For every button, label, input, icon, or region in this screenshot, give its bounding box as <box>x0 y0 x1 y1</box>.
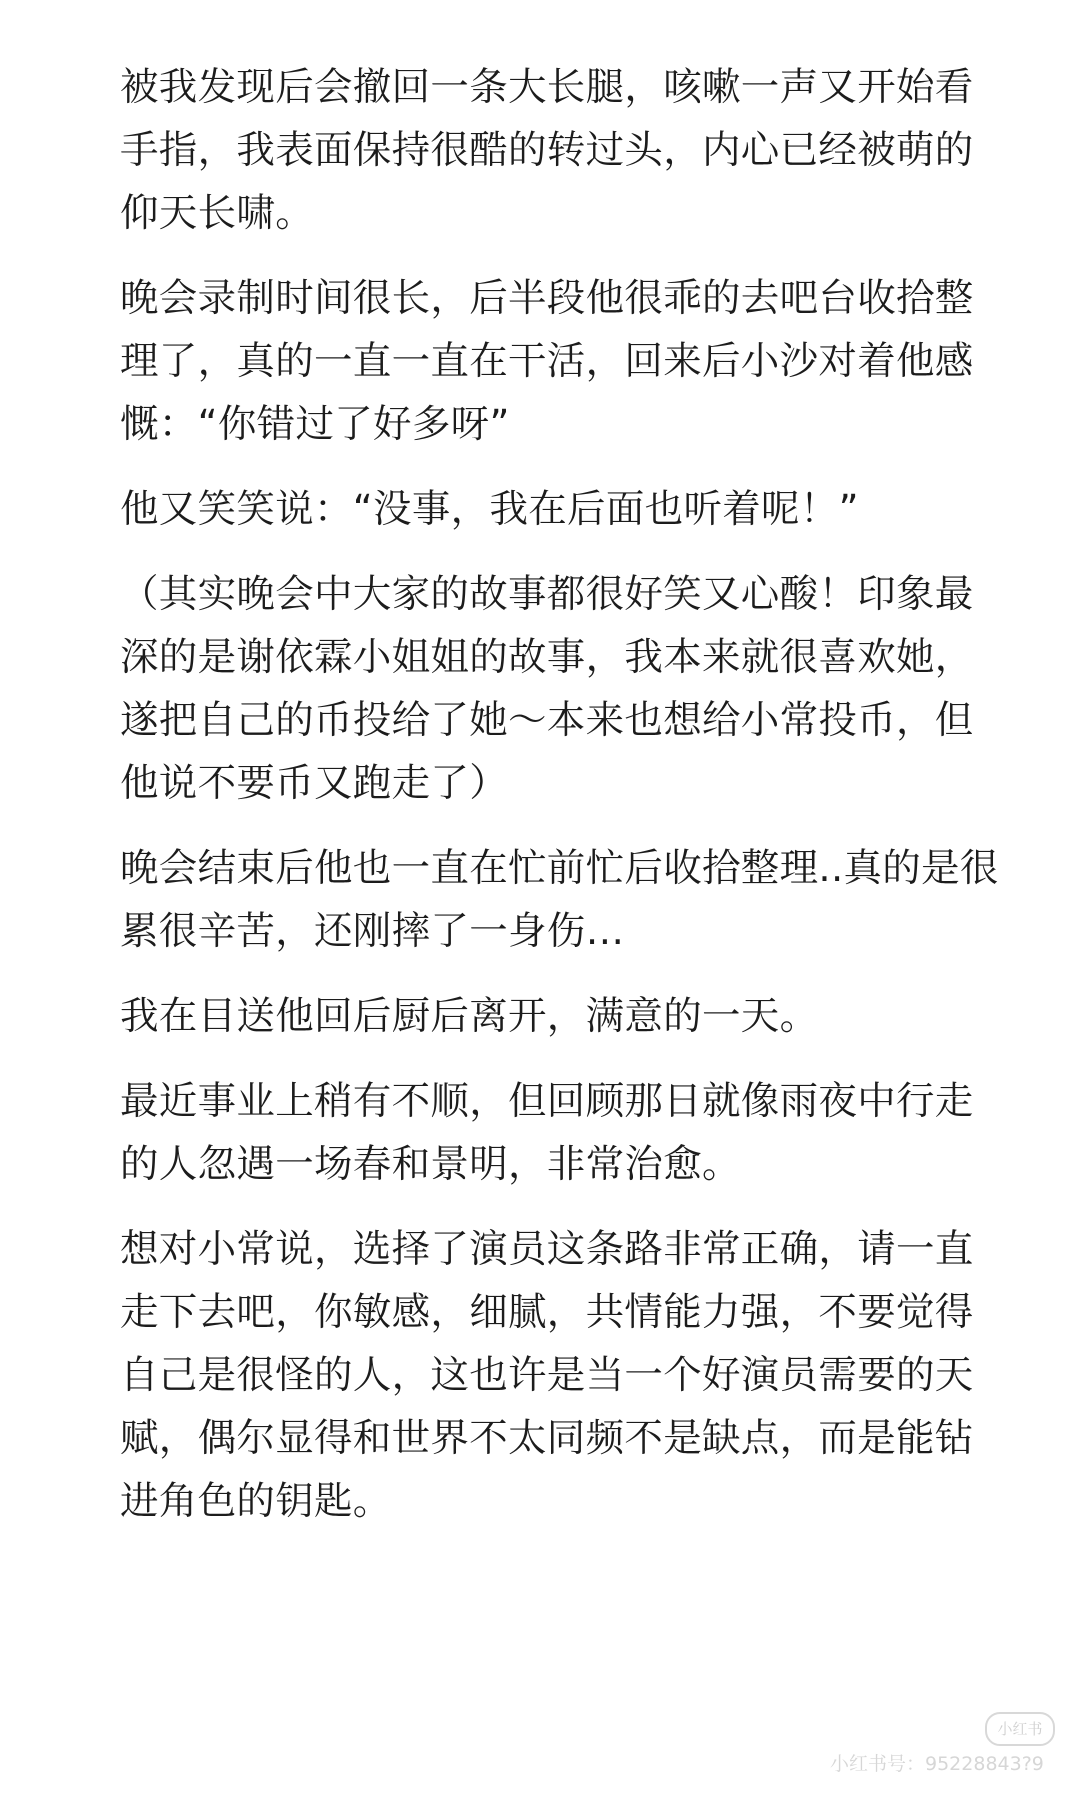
article-body <box>120 56 1020 1555</box>
watermark-logo: 小红书 <box>985 1712 1055 1746</box>
paragraph: 他又笑笑说：“没事，我在后面也听着呢！” <box>120 487 859 532</box>
paragraph: 想对小常说，选择了演员这条路非常正确，请一直 走下去吧，你敏感，细腻，共情能力强，不要觉得 自己是很怪的人，这也许是当一个好演员需要的天 赋，偶尔显得和世界不太同频不是缺点，而是能钻 进角色的钥匙。 <box>120 1227 974 1524</box>
paragraph: 晚会结束后他也一直在忙前忙后收拾整理..真的是很 累很辛苦，还刚摔了一身伤… <box>120 846 999 954</box>
paragraph: 最近事业上稍有不顺，但回顾那日就像雨夜中行走 的人忽遇一场春和景明，非常治愈。 <box>120 1079 974 1187</box>
paragraph: （其实晚会中大家的故事都很好笑又心酸！印象最 深的是谢依霖小姐姐的故事，我本来就很喜欢她， 遂把自己的币投给了她～本来也想给小常投币，但 他说不要币又跑走了） <box>120 572 974 806</box>
paragraph: 被我发现后会撤回一条大长腿，咳嗽一声又开始看 手指，我表面保持很酷的转过头，内心已经被萌的 仰天长啸。 <box>120 65 974 236</box>
paragraph: 晚会录制时间很长，后半段他很乖的去吧台收拾整 理了，真的一直一直在干活，回来后小沙对着他感 慨：“你错过了好多呀” <box>120 276 974 447</box>
paragraph: 我在目送他回后厨后离开，满意的一天。 <box>120 994 819 1039</box>
watermark-id: 小红书号：95228843?9 <box>830 1753 1044 1775</box>
